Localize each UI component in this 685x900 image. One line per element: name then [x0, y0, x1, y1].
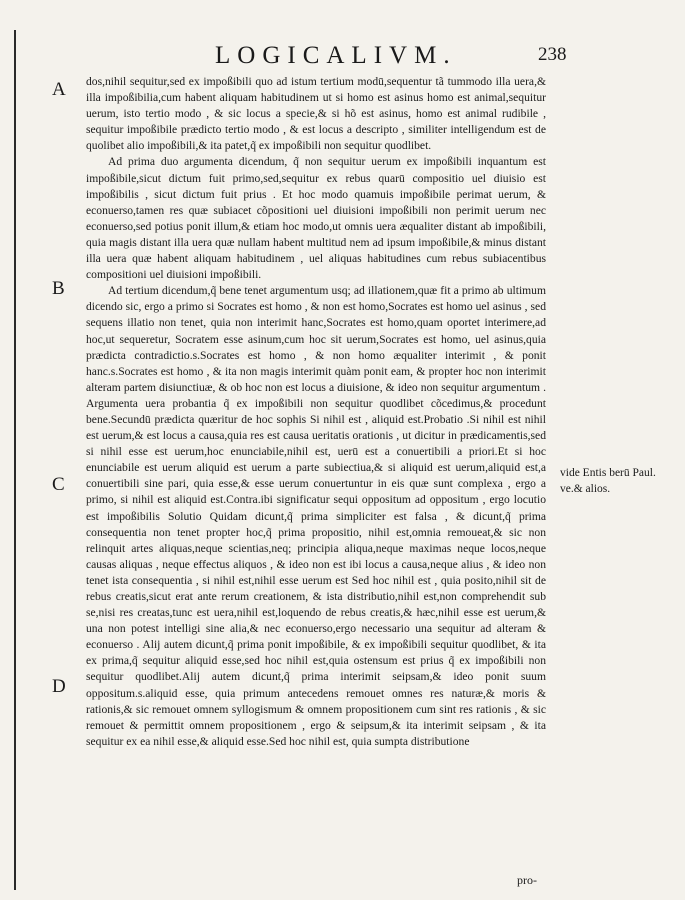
body-text	[86, 74, 546, 750]
running-head: LOGICALIVM.	[215, 42, 457, 69]
margin-letter-d: D	[52, 676, 66, 697]
page-number: 238	[538, 44, 567, 65]
paragraph-2: Ad prima duo argumenta dicendum, q̃ non sequitur uerum ex impoßibili inquantum est impoßibile,sicut dictum fuit primo,sed,sequitur ex rebus quarū compositio uel diuisio est impoßibilis , sicut dictum fuit prius . Et hoc modo quamuis impoßibile perimat uerum, & econuerso,tamen res quæ subiacet cõpositioni uel diuisioni impoßibili non perimit uerum nec econuerso,sed potius ponit illum,& etiam hoc modo,ut omnis uera æqualiter distant ab impoßibili, quia magis distant illa uera quæ nullam habent multitud nem ad ipsum impoßibile,& minus distant illa uera quæ habent aliquam habitudinem , uel aliquas habitudines cum rebus subiacentibus compositioni uel diuisioni impoßibili.	[86, 155, 546, 282]
binding-edge-line	[14, 30, 16, 890]
marginal-note: vide Entis berū Paul. ve.& alios.	[560, 467, 656, 495]
paragraph-3: Ad tertium dicendum,q̃ bene tenet argumentum usq; ad illationem,quæ fit a primo ab ultimum dicendo sic, ergo a primo si Socrates est homo , & non est homo,Socrates est homo uel asinus , sed sequens illatio non tenet, quia non interimit hanc,Socrates est homo,quam oportet interimere,ad hoc,ut sequeretur, Socratem esse asinum,cum hoc sit uerum,Socrates est homo, uel asinus,quia prædicta contradictio.s.Socrates est homo , & non homo æqualiter interimit , & ponit hanc.s.Socrates est homo , & ita non magis interimit quàm ponit eam, & propter hoc non interimit alteram partem disiunctiuæ, & ob hoc non est locus a diuisione, & ideo non sequitur argumentum . Argumenta uera probantia q̃ ex impoßibili non sequitur quodlibet cõcedimus,& procedunt bene.Secundū prædicta quæritur de hoc sophis Si nihil est , aliquid est.Probatio .Si nihil est nihil est uerum,& est locus a causa,quia res est causa ueritatis orationis , ut dicitur in prædicamentis,sed si nihil esse est uerum,hoc enunciabile,nihil est, uerū est a conuertibili a priori.Et si hoc enunciabile est uerum aliquid est uerum a parte subiectiua,& si aliquid est uerum,aliquid est,a conuertibili sine pari, quia esse,& esse uerum conuertuntur in eis quæ sunt complexa , ergo a primo, si nihil est aliquid est.Contra.ibi significatur sequi oppositum ad oppositum , ergo locutio est impoßibilis Solutio Quidam dicunt,q̃ prima simpliciter est falsa , & dicunt,q̃ prima consequentia non tenet propter hoc,q̃ prima propositio, nihil est,omnia remoueat,& sic non relinquit artes aliquas,neque scientias,neq; principia aliqua,neque maximas neque locos,neque causas aliquas , neque effectus aliquos , & ideo non est ibi locus a causa,neque alius , & ideo non tenet ista consequentia , si nihil est,nihil esse uerum est Sed hoc nihil est , quia posito,nihil sit de rebus creatis,sicut erat ante rerum creationem, & ista distributio,nihil est,non comprehendit sub se,nisi res creatas,tunc est uera,nihil est,loquendo de rebus creatis,& hæc,nihil esse est uerum,& una non potest intelligi sine alia,& nec econuerso,ergo necessario una sequitur ad alteram & econuerso . Alij autem dicunt,q̃ prima ponit impoßibile, & ex impoßibili sequitur quodlibet, & ita ex prima,q̃ sequitur aliquid esse,sed hoc nihil est,quia ostensum est prius q̃ ex impoßibili non sequitur quodlibet.Alij autem dicunt,q̃ prima interimit seipsam,& ideo ponit suum oppositum.s.aliquid esse, quia primum antecedens remouet omnes res naturæ,& moris & rationis,& sic remouet omnem syllogismum & omnem propositionem cum sint res rationis , & sic remouet & permittit omnem propositionem , ergo & seipsum,& ita interimit seipsam , & ita sequitur ex ea nihil esse,& aliquid esse.Sed hoc nihil est, quia sumpta distributione	[86, 284, 546, 748]
margin-letter-c: C	[52, 474, 65, 495]
catchword: pro-	[517, 873, 537, 887]
margin-letter-a: A	[52, 79, 66, 100]
paragraph-1: dos,nihil sequitur,sed ex impoßibili quo ad istum tertium modū,sequentur tã tummodo illa uera,& illa impoßibilia,cum habent aliquam habitudinem ut si homo est asinus homo est animal,sequitur uerum, isto tertio modo , & sic locus a specie,& si hõ est asinus, homo est animal rudibile , sequitur impoßibile prædicto tertio modo , & est locus a descripto , similiter intelligendum est de quolibet alio impoßibili,& ita patet,q̃ ex impoßibili non sequitur quodlibet.	[86, 75, 546, 153]
margin-letter-b: B	[52, 278, 65, 299]
